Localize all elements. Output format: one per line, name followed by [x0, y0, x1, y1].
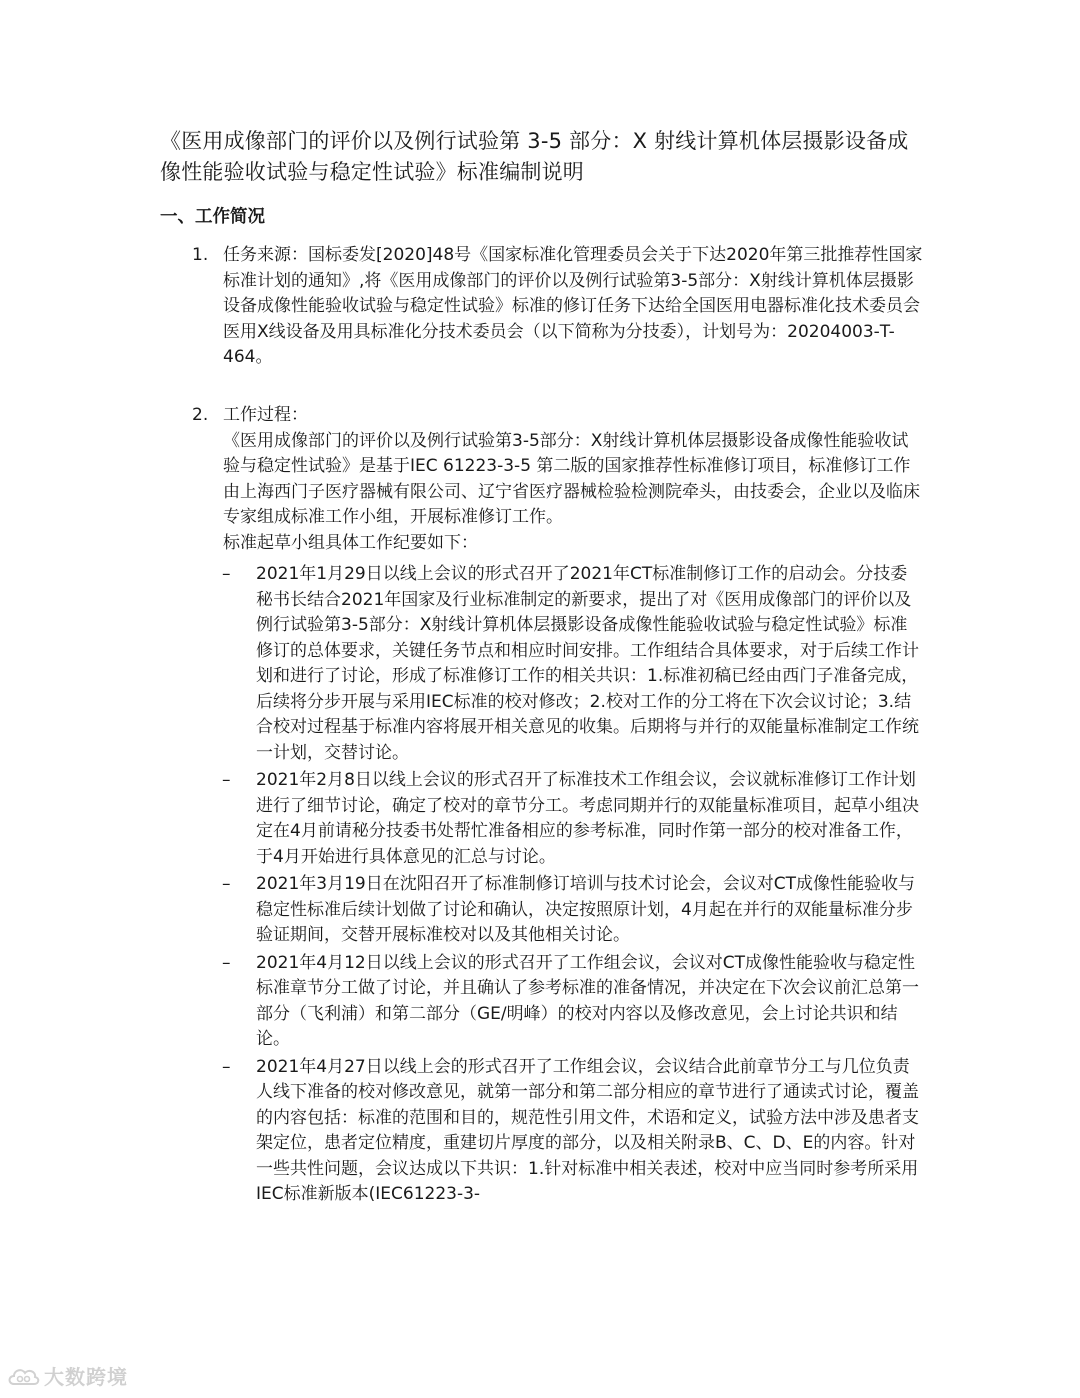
meeting-note-text: 2021年4月27日以线上会的形式召开了工作组会议，会议结合此前章节分工与几位负责人线下准备的校对修改意见，就第一部分和第二部分相应的章节进行了通读式讨论，覆盖的内容包括：标准的范围和目的，规范性引用文件，术语和定义，试验方法中涉及患者支架定位，患者定位精度，重建切片厚度的部分，以及相关附录B、C、D、E的内容。针对一些共性问题，会议达成以下共识：1.针对标准中相关表述，校对中应当同时参考所采用IEC标准新版本(IEC61223-3-	[256, 1056, 919, 1204]
cloud-logo-icon	[6, 1364, 40, 1388]
dash-bullet: –	[222, 770, 231, 790]
meeting-note-text: 2021年2月8日以线上会议的形式召开了标准技术工作组会议，会议就标准修订工作计划进行了细节讨论，确定了校对的章节分工。考虑同期并行的双能量标准项目，起草小组决定在4月前请秘分技委书处帮忙准备相应的参考标准，同时作第一部分的校对准备工作，于4月开始进行具体意见的汇总与讨论。	[256, 770, 919, 867]
item-body	[223, 243, 923, 371]
meeting-notes-list	[222, 562, 922, 1210]
item-number: 1.	[192, 245, 209, 265]
dash-bullet: –	[222, 564, 231, 584]
work-process-intro: 标准起草小组具体工作纪要如下：	[223, 532, 478, 553]
meeting-note-text: 2021年1月29日以线上会议的形式召开了2021年CT标准制修订工作的启动会。分技委秘书长结合2021年国家及行业标准制定的新要求，提出了对《医用成像部门的评价以及例行试验第3-5部分：X射线计算机体层摄影设备成像性能验收试验与稳定性试验》标准修订的总体要求，关键任务节点和相应时间安排。工作组结合具体要求，对于后续工作计划和进行了讨论，形成了标准修订工作的相关共识：1.标准初稿已经由西门子准备完成，后续将分步开展与采用IEC标准的校对修改；2.校对工作的分工将在下次会议讨论；3.结合校对过程基于标准内容将展开相关意见的收集。后期将与并行的双能量标准制定工作统一计划，交替讨论。	[256, 564, 919, 763]
item-body	[223, 403, 923, 556]
meeting-note-text: 2021年3月19日在沈阳召开了标准制修订培训与技术讨论会，会议对CT成像性能验收与稳定性标准后续计划做了讨论和确认，决定按照原计划，4月起在并行的双能量标准分步验证期间，交替开展标准校对以及其他相关讨论。	[256, 874, 915, 945]
task-source-text: 任务来源：国标委发[2020]48号《国家标准化管理委员会关于下达2020年第三批推荐性国家标准计划的通知》,将《医用成像部门的评价以及例行试验第3-5部分：X射线计算机体层摄影设备成像性能验收试验与稳定性试验》标准的修订任务下达给全国医用电器标准化技术委员会医用X线设备及用具标准化分技术委员会（以下简称为分技委），计划号为：20204003-T-464。	[223, 245, 923, 367]
dash-bullet: –	[222, 874, 231, 894]
meeting-note-text: 2021年4月12日以线上会议的形式召开了工作组会议，会议对CT成像性能验收与稳定性标准章节分工做了讨论，并且确认了参考标准的准备情况，并决定在下次会议前汇总第一部分（飞利浦）和第二部分（GE/明峰）的校对内容以及修改意见，会上讨论共识和结论。	[256, 952, 919, 1049]
watermark-text: 大数跨境	[44, 1365, 128, 1389]
document-title: 《医用成像部门的评价以及例行试验第 3-5 部分：X 射线计算机体层摄影设备成像性能验收试验与稳定性试验》标准编制说明	[160, 129, 909, 184]
meeting-note-item	[222, 951, 922, 1053]
item-number: 2.	[192, 405, 209, 425]
work-process-heading: 工作过程：	[223, 405, 308, 425]
dash-bullet: –	[222, 1056, 231, 1077]
meeting-note-item	[222, 768, 922, 870]
dash-bullet: –	[222, 952, 231, 973]
meeting-note-item	[222, 562, 922, 766]
work-process-paragraph: 《医用成像部门的评价以及例行试验第3-5部分：X射线计算机体层摄影设备成像性能验收试验与稳定性试验》是基于IEC 61223-3-5 第二版的国家推荐性标准修订项目，标准修订工作由上海西门子医疗器械有限公司、辽宁省医疗器械检验检测院牵头，由技委会，企业以及临床专家组成标准工作小组，开展标准修订工作。	[223, 430, 920, 527]
meeting-note-item	[222, 1055, 922, 1208]
section-heading: 一、工作简况	[160, 207, 265, 227]
watermark	[6, 1361, 128, 1390]
meeting-note-item	[222, 872, 922, 949]
